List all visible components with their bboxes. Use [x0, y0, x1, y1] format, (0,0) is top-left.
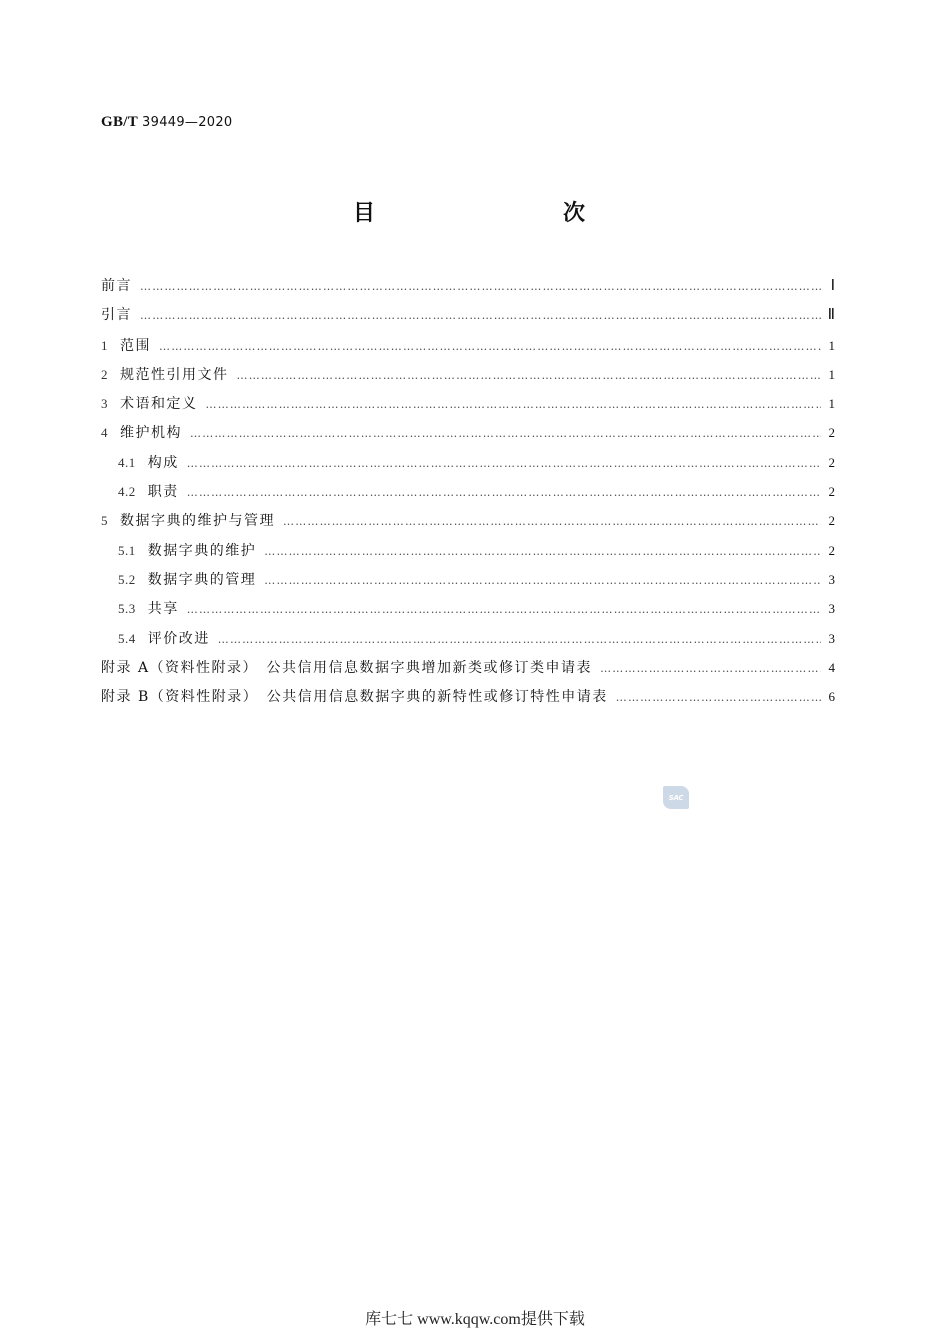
toc-entry-page: 3	[828, 601, 835, 617]
toc-entry-label: 评价改进	[147, 630, 210, 647]
toc-leader	[264, 566, 821, 595]
toc-entry-page: 2	[828, 454, 835, 470]
toc-entry-scope[interactable]	[101, 331, 835, 360]
toc-entry-page: 2	[828, 425, 835, 441]
toc-entry-number: 5.1	[118, 542, 136, 558]
toc-entry-page: 1	[828, 337, 835, 353]
toc-entry-page: 3	[828, 630, 835, 646]
table-of-contents	[101, 272, 835, 711]
toc-entry-label: 前言	[101, 278, 132, 294]
standard-number: 39449—2020	[142, 115, 233, 130]
toc-entry-number: 1	[101, 337, 108, 353]
toc-entry-dictionary-maintenance[interactable]	[101, 536, 835, 565]
toc-entry-number: 4.2	[118, 484, 136, 500]
toc-entry-label: 附录 B（资料性附录） 公共信用信息数据字典的新特性或修订特性申请表	[101, 689, 608, 706]
toc-entry-label: 范围	[120, 337, 151, 354]
toc-entry-label: 维护机构	[120, 425, 182, 442]
toc-leader	[600, 654, 821, 683]
toc-entry-number: 4	[101, 425, 108, 441]
toc-entry-page: Ⅰ	[830, 278, 835, 294]
toc-entry-label: 术语和定义	[120, 396, 198, 413]
toc-leader	[140, 272, 821, 301]
toc-entry-dictionary-management[interactable]	[101, 565, 835, 594]
toc-leader	[237, 361, 822, 390]
toc-entry-number: 5.2	[118, 571, 136, 587]
toc-entry-label: 共享	[147, 601, 179, 618]
toc-leader	[218, 625, 821, 654]
toc-entry-number: 2	[101, 366, 108, 382]
standard-code	[101, 114, 233, 131]
toc-entry-page: 2	[828, 513, 835, 529]
toc-entry-page: 1	[828, 366, 835, 382]
toc-leader	[616, 683, 821, 712]
toc-entry-page: 2	[828, 484, 835, 500]
toc-entry-label: 数据字典的管理	[147, 571, 257, 588]
toc-entry-page: 6	[828, 689, 835, 705]
toc-entry-foreword[interactable]	[101, 272, 835, 301]
toc-entry-introduction[interactable]	[101, 301, 835, 330]
toc-entry-page: 4	[828, 659, 835, 675]
toc-entry-label: 构成	[147, 454, 179, 471]
toc-leader	[187, 478, 821, 507]
toc-entry-number: 4.1	[118, 454, 136, 470]
toc-leader	[264, 537, 821, 566]
standard-prefix: GB/T	[101, 114, 139, 130]
toc-leader	[190, 419, 821, 448]
toc-title: 目 次	[352, 201, 633, 226]
toc-leader	[283, 507, 821, 536]
toc-entry-label: 数据字典的维护与管理	[120, 513, 275, 530]
toc-entry-appendix-b[interactable]	[101, 682, 835, 711]
toc-entry-page: 2	[828, 542, 835, 558]
toc-leader	[187, 595, 821, 624]
toc-entry-responsibilities[interactable]	[101, 477, 835, 506]
sac-logo-text: SAC	[668, 793, 684, 802]
toc-entry-evaluation-improvement[interactable]	[101, 624, 835, 653]
toc-leader	[159, 332, 821, 361]
sac-logo-icon	[663, 786, 689, 809]
toc-entry-page: Ⅱ	[827, 307, 835, 324]
toc-entry-number: 3	[101, 396, 108, 412]
toc-entry-number: 5.4	[118, 630, 136, 646]
toc-entry-label: 引言	[101, 307, 132, 324]
toc-leader	[140, 301, 821, 330]
toc-entry-number: 5	[101, 513, 108, 529]
download-source-note: 库七七 www.kqqw.com提供下载	[365, 1311, 585, 1328]
toc-entry-normative-references[interactable]	[101, 360, 835, 389]
toc-entry-composition[interactable]	[101, 448, 835, 477]
toc-entry-label: 数据字典的维护	[147, 542, 257, 559]
toc-entry-appendix-a[interactable]	[101, 653, 835, 682]
toc-entry-maintenance-org[interactable]	[101, 418, 835, 447]
toc-leader	[206, 390, 822, 419]
toc-entry-sharing[interactable]	[101, 594, 835, 623]
toc-entry-page: 1	[828, 396, 835, 412]
toc-entry-label: 职责	[147, 484, 179, 501]
toc-entry-label: 规范性引用文件	[120, 366, 229, 383]
toc-entry-label: 附录 A（资料性附录） 公共信用信息数据字典增加新类或修订类申请表	[101, 659, 593, 676]
toc-entry-number: 5.3	[118, 601, 136, 617]
toc-leader	[187, 449, 821, 478]
toc-entry-page: 3	[828, 571, 835, 587]
toc-entry-dictionary-maintenance-management[interactable]	[101, 506, 835, 535]
toc-entry-terms-definitions[interactable]	[101, 389, 835, 418]
